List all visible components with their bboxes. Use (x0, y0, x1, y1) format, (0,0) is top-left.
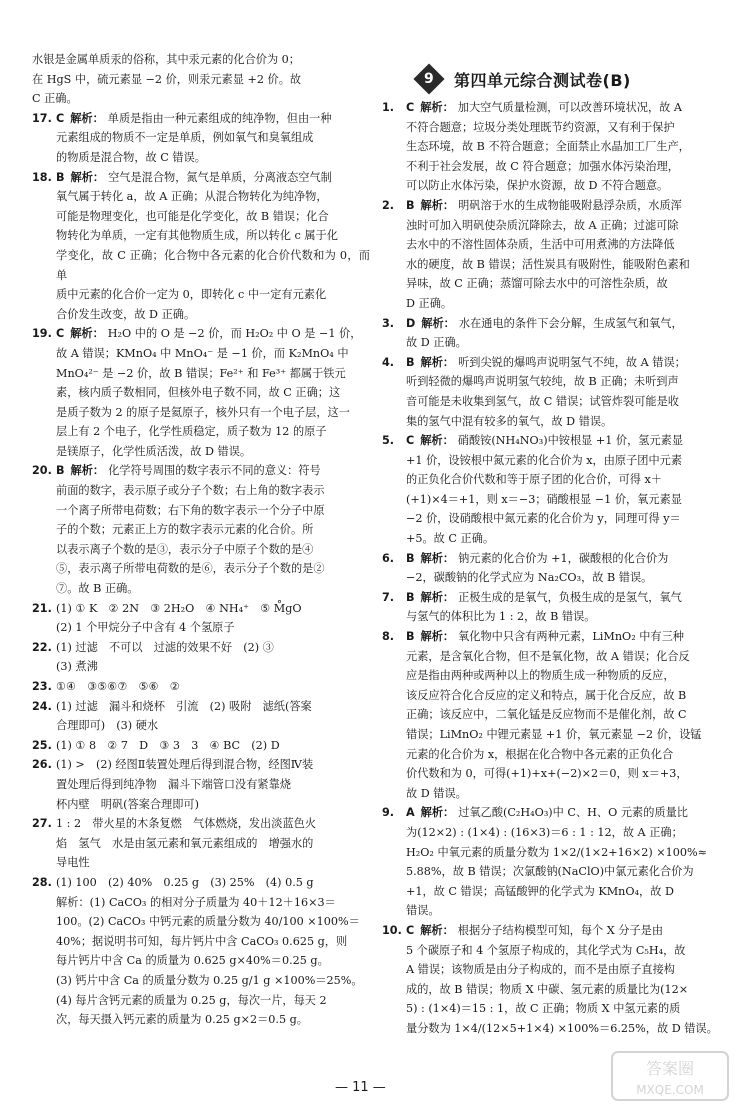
item-text: −2，碳酸钠的化学式应为 Na₂CO₃，故 B 错误。 (406, 571, 653, 585)
item-line (56, 599, 370, 619)
item-body (56, 109, 370, 168)
item-number: 6. (382, 551, 395, 565)
item-line (56, 991, 370, 1011)
item-text: 去水中的不溶性固体杂质，生活中可用煮沸的方法降低 (406, 238, 675, 252)
item-text: (1) 过滤 漏斗和烧杯 引流 (2) 吸附 滤纸(答案 (56, 699, 312, 713)
item-line (406, 745, 722, 765)
item-text: 100。(2) CaCO₃ 中钙元素的质量分数为 40/100 ×100%＝ (56, 915, 360, 929)
item-text: 钠元素的化合价为 +1，碳酸根的化合价为 (458, 551, 669, 565)
item-text: 应是指由两种或两种以上的物质生成一种物质的反应， (406, 669, 675, 683)
item-number: 28. (32, 875, 52, 889)
item-body (56, 755, 370, 814)
item-line (406, 725, 722, 745)
item-line (406, 255, 722, 275)
item-body (56, 461, 370, 598)
right-column (382, 98, 722, 1039)
item-text: 正确；该反应中，二氧化锰是反应物而不是催化剂，故 C (406, 708, 687, 722)
item-text: 5 个碳原子和 4 个氢原子构成的，其化学式为 C₅H₄，故 (406, 943, 686, 957)
item-line (56, 403, 370, 423)
item-text: 与氢气的体积比为 1 : 2，故 B 错误。 (406, 610, 596, 624)
item-line (406, 666, 722, 686)
answer-item (382, 353, 722, 431)
watermark-logo (610, 1050, 730, 1102)
item-line (56, 540, 370, 560)
item-line (406, 451, 722, 471)
answer-item (32, 677, 370, 697)
item-text: 5) : (1×4)＝15 : 1，故 C 正确；物质 X 中氢元素的质 (406, 1002, 681, 1016)
item-text: 可能是物理变化，也可能是化学变化，故 B 错误；化合 (56, 209, 329, 223)
item-number: 9. (382, 806, 395, 820)
answer-choice: D (406, 316, 416, 330)
item-line (56, 207, 370, 227)
item-body (56, 324, 370, 461)
item-text: 为(12×2) : (1×4) : (16×3)＝6 : 1 : 12，故 A 正确； (406, 825, 683, 839)
answer-item (32, 873, 370, 1030)
answer-item (382, 98, 722, 196)
analysis-tag: 解析： (421, 316, 455, 330)
item-line (406, 647, 722, 667)
item-line (406, 901, 722, 921)
analysis-tag: 解析： (70, 111, 104, 125)
item-number: 5. (382, 434, 395, 448)
item-line (56, 1010, 370, 1030)
item-body (406, 588, 722, 627)
item-text: 层上有 2 个电子，化学性质稳定，质子数为 12 的原子 (56, 425, 327, 439)
item-line (56, 383, 370, 403)
item-text: 加大空气质量检测，可以改善环境状况，故 A (457, 101, 682, 114)
item-line (56, 893, 370, 913)
answer-item (382, 431, 722, 549)
item-text: 不利于社会发展，故 C 符合题意；加强水体污染治理， (406, 159, 679, 173)
section-header (418, 66, 648, 92)
item-text: 前面的数字，表示原子或分子个数；右上角的数字表示 (56, 484, 325, 498)
item-body (406, 431, 722, 549)
analysis-tag: 解析： (420, 355, 455, 369)
item-text: D 正确。 (406, 296, 453, 310)
item-line (406, 216, 722, 236)
item-text: (1) > (2) 经图Ⅱ装置处理后得到混合物，经图Ⅳ装 (56, 758, 314, 772)
item-line (406, 568, 722, 588)
item-number: 21. (32, 601, 52, 615)
item-text: 每片钙片中含 Ca 的质量为 0.625 g×40%＝0.25 g。 (56, 954, 329, 968)
item-number: 1. (382, 101, 395, 114)
item-line (56, 775, 370, 795)
item-body (406, 627, 722, 803)
analysis-tag: 解析： (70, 327, 104, 341)
item-line (56, 697, 370, 717)
section-title: 第四单元综合测试卷(B) (454, 70, 631, 90)
item-text: 听到尖锐的爆鸣声说明氢气不纯，故 A 错误； (458, 355, 686, 369)
intro-line: 水银是金属单质汞的俗称，其中汞元素的化合价为 0； (32, 53, 300, 66)
item-text: 异味，故 C 正确；蒸馏可除去水中的可溶性杂质，故 (406, 277, 668, 291)
item-text: 不符合题意；垃圾分类处理既节约资源，又有利于保护 (406, 120, 675, 134)
answer-item (382, 549, 722, 588)
item-line (56, 148, 370, 168)
item-line (56, 795, 370, 815)
item-text: 浊时可加入明矾使杂质沉降除去，故 A 正确；过滤可除 (406, 218, 679, 232)
item-text: +5。故 C 正确。 (406, 532, 495, 546)
item-line (406, 98, 722, 118)
item-text: (2) 1 个甲烷分子中含有 4 个氢原子 (56, 621, 235, 635)
item-text: 一个离子所带电荷数；右下角的数字表示一个分子中原 (56, 503, 325, 517)
item-text: 置处理后得到纯净物 漏斗下端管口没有紧靠烧 (56, 777, 291, 791)
item-text: (+1)×4＝+1，则 x＝−3；硝酸根显 −1 价，氧元素显 (406, 492, 682, 506)
item-text: H₂O 中的 O 是 −2 价，而 H₂O₂ 中 O 是 −1 价， (107, 327, 362, 341)
item-text: 的正负化合价代数和等于原子团的化合价，可得 x＋ (406, 473, 662, 487)
answer-item (32, 324, 370, 461)
item-line (406, 333, 722, 353)
answer-choice: B (406, 590, 415, 604)
item-line (56, 187, 370, 207)
item-line (56, 755, 370, 775)
answer-item (382, 196, 722, 314)
item-text: 合价发生改变，故 D 正确。 (56, 307, 196, 321)
item-line (406, 118, 722, 138)
item-number: 23. (32, 680, 52, 693)
item-text: 可以防止水体污染，保护水资源，故 D 不符合题意。 (406, 179, 669, 193)
item-line (56, 481, 370, 501)
item-line (56, 971, 370, 991)
item-text: 成的，故 B 错误；物质 X 中碳、氢元素的质量比为(12× (406, 982, 689, 996)
item-line (56, 442, 370, 462)
svg-text:答案圈: 答案圈 (645, 1059, 695, 1078)
item-line (406, 490, 722, 510)
item-text: 5.88%，故 B 错误；次氯酸钠(NaClO)中氯元素化合价为 (406, 865, 694, 879)
answer-choice: C (406, 923, 415, 937)
answer-choice: B (406, 198, 415, 212)
item-line (56, 638, 370, 658)
analysis-tag: 解析： (420, 806, 455, 820)
item-text: 音可能是未收集到氢气，故 C 错误；试管炸裂可能是收 (406, 394, 679, 408)
item-text: 故 D 正确。 (406, 336, 467, 350)
item-line (406, 882, 722, 902)
item-text: 合理即可) (3) 硬水 (56, 719, 159, 733)
item-line (406, 607, 722, 627)
item-text: 根据分子结构模型可知，每个 X 分子是由 (457, 923, 664, 937)
item-text: 1 : 2 带火星的木条复燃 气体燃烧，发出淡蓝色火 (56, 817, 317, 831)
item-text: 导电性 (56, 856, 90, 870)
item-line (406, 431, 722, 451)
item-line (56, 364, 370, 384)
item-line (56, 422, 370, 442)
item-line (406, 392, 722, 412)
item-line (56, 168, 370, 188)
item-text: 元素组成的物质不一定是单质，例如氧气和臭氧组成 (56, 131, 314, 145)
item-text: MnO₄²⁻ 是 −2 价，故 B 错误；Fe²⁺ 和 Fe³⁺ 都属于铁元 (56, 366, 346, 380)
item-text: −2 价，设硝酸根中氮元素的化合价为 y，同理可得 y＝ (406, 512, 681, 526)
item-text: 故 A 错误；KMnO₄ 中 MnO₄⁻ 是 −1 价，而 K₂MnO₄ 中 (56, 346, 349, 360)
item-line (406, 353, 722, 373)
analysis-tag: 解析： (70, 464, 105, 478)
item-line (406, 803, 722, 823)
item-line (56, 814, 370, 834)
intro-line: 在 HgS 中，硫元素显 −2 价，则汞元素显 +2 价。故 (32, 72, 302, 86)
item-line (406, 862, 722, 882)
answer-choice: A (406, 806, 415, 820)
item-body (56, 168, 370, 325)
item-text: (1) ① 8 ② 7 D ③ 3 3 ④ BC (2) D (56, 738, 280, 752)
item-text: 价代数和为 0，可得(+1)+x+(−2)×2＝0，则 x＝+3， (406, 767, 688, 781)
item-body (406, 921, 722, 1039)
analysis-tag: 解析： (420, 434, 454, 448)
item-line (56, 520, 370, 540)
item-line (406, 137, 722, 157)
item-body (406, 196, 722, 314)
item-line (406, 294, 722, 314)
item-line (56, 324, 370, 344)
answer-choice: C (406, 101, 415, 114)
item-text: 明矾溶于水的生成物能吸附悬浮杂质，水质浑 (458, 198, 682, 212)
item-line (406, 588, 722, 608)
item-number: 24. (32, 699, 52, 713)
item-body (56, 697, 370, 736)
item-text: 学变化，故 C 正确；化合物中各元素的化合价代数和为 0，而单 (56, 248, 370, 282)
item-line (56, 912, 370, 932)
item-line (406, 921, 722, 941)
item-line (56, 657, 370, 677)
item-text: ①④ ③⑤⑥⑦ ⑤⑥ ② (56, 680, 180, 693)
item-number: 10. (382, 923, 402, 937)
item-line (406, 412, 722, 432)
item-line (56, 461, 370, 481)
item-line (406, 764, 722, 784)
answer-item (32, 755, 370, 814)
answer-choice: C (406, 434, 415, 448)
item-number: 17. (32, 111, 52, 125)
item-line (406, 823, 722, 843)
item-number: 20. (32, 464, 52, 478)
item-text: ⑦。故 B 正确。 (56, 582, 139, 596)
item-text: (4) 每片含钙元素的质量为 0.25 g，每次一片，每天 2 (56, 993, 327, 1007)
answer-item (32, 814, 370, 873)
item-text: 以表示离子个数的是③，表示分子中原子个数的是④ (56, 542, 314, 556)
analysis-tag: 解析： (420, 198, 455, 212)
item-line (406, 235, 722, 255)
answer-choice: C (56, 111, 65, 125)
item-body (406, 803, 722, 921)
item-number: 4. (382, 355, 395, 369)
item-line (406, 157, 722, 177)
item-text: H₂O₂ 中氧元素的质量分数为 1×2/(1×2+16×2) ×100%≈ (406, 845, 707, 859)
item-number: 18. (32, 170, 52, 184)
item-text: 量分数为 1×4/(12×5+1×4) ×100%＝6.25%，故 D 错误。 (406, 1021, 718, 1035)
item-text: (1) 过滤 不可以 过滤的效果不好 (2) ③ (56, 640, 274, 654)
item-line (56, 736, 370, 756)
item-text: 是质子数为 2 的原子是氦原子，核外只有一个电子层，这一 (56, 405, 350, 419)
analysis-tag: 解析： (420, 630, 455, 644)
answer-item (382, 588, 722, 627)
item-line (56, 559, 370, 579)
item-line (406, 509, 722, 529)
item-text: 子的个数；元素正上方的数字表示元素的化合价。所 (56, 523, 314, 537)
item-number: 7. (382, 590, 395, 604)
item-text: 氧化物中只含有两种元素，LiMnO₂ 中有三种 (458, 630, 684, 644)
item-text: 单质是指由一种元素组成的纯净物，但由一种 (107, 111, 332, 125)
item-text: 错误；LiMnO₂ 中锂元素显 +1 价，氧元素显 −2 价，设锰 (406, 728, 702, 741)
item-text: 是镁原子，化学性质活泼，故 D 错误。 (56, 444, 252, 458)
item-number: 26. (32, 758, 52, 772)
item-text: 水在通电的条件下会分解，生成氢气和氧气， (458, 316, 683, 330)
svg-text:MXQE.COM: MXQE.COM (636, 1083, 704, 1097)
item-text: 杯内壁 明矾(答案合理即可) (56, 797, 199, 811)
answer-item (32, 168, 370, 325)
answer-choice: B (56, 464, 65, 478)
page-number: — 11 — (335, 1080, 386, 1095)
item-number: 25. (32, 738, 52, 752)
answer-item (32, 638, 370, 677)
item-text: 素，核内质子数相同，但核外电子数不同，故 C 正确；这 (56, 386, 341, 400)
item-text: ⑤，表示离子所带电荷数的是⑥，表示分子个数的是② (56, 562, 325, 576)
item-number: 19. (32, 327, 52, 341)
answer-item (382, 921, 722, 1039)
item-line (56, 226, 370, 246)
answer-choice: C (56, 327, 65, 341)
item-number: 2. (382, 198, 395, 212)
item-line (406, 960, 722, 980)
item-line (406, 1019, 722, 1039)
item-text: 解析：(1) CaCO₃ 的相对分子质量为 40＋12＋16×3＝ (56, 895, 336, 909)
answer-item (382, 627, 722, 803)
item-text: 次，每天摄入钙元素的质量为 0.25 g×2＝0.5 g。 (56, 1013, 308, 1027)
item-text: 空气是混合物，氮气是单质，分离液态空气制 (108, 170, 332, 184)
item-number: 27. (32, 817, 52, 831)
item-text: 正极生成的是氧气，负极生成的是氢气，氧气 (458, 590, 682, 604)
item-body (56, 599, 370, 638)
item-body (56, 873, 370, 1030)
item-line (406, 372, 722, 392)
item-line (56, 128, 370, 148)
item-text: (3) 煮沸 (56, 660, 98, 674)
item-text: (1) 100 (2) 40% 0.25 g (3) 25% (4) 0.5 g (56, 875, 314, 889)
item-text: 质中元素的化合价一定为 0，即转化 c 中一定有元素化 (56, 288, 327, 302)
item-line (56, 873, 370, 893)
item-text: 元素，是含氧化合物，但不是氧化物，故 A 错误；化合反 (406, 649, 690, 663)
item-line (406, 627, 722, 647)
item-line (406, 274, 722, 294)
item-line (406, 196, 722, 216)
item-text: 故 D 错误。 (406, 786, 467, 800)
answer-choice: B (406, 355, 415, 369)
item-text: 过氧乙酸(C₂H₄O₃)中 C、H、O 元素的质量比 (458, 806, 688, 820)
item-text: 水的硬度，故 B 错误；活性炭具有吸附性，能吸附色素和 (406, 257, 690, 271)
item-body (406, 549, 722, 588)
item-line (56, 618, 370, 638)
item-line (56, 109, 370, 129)
answer-item (32, 461, 370, 598)
item-number: 3. (382, 316, 395, 330)
item-body (56, 814, 370, 873)
item-line (56, 246, 370, 285)
item-line (56, 305, 370, 325)
answer-item (382, 803, 722, 921)
item-line (406, 176, 722, 196)
item-line (406, 843, 722, 863)
item-text: 集的氢气中混有较多的氧气，故 D 错误。 (406, 414, 613, 428)
answer-item (382, 314, 722, 353)
item-text: 氧气属于转化 a，故 A 正确；从混合物转化为纯净物， (56, 190, 328, 204)
item-text: +1 价，设铵根中氮元素的化合价为 x，由原子团中元素 (406, 453, 683, 467)
analysis-tag: 解析： (420, 590, 455, 604)
item-text: 物转化为单质，一定有其他物质生成，所以转化 c 属于化 (56, 229, 338, 243)
item-text: 焰 氢气 水是由氢元素和氧元素组成的 增强水的 (56, 836, 314, 850)
item-text: 元素的化合价为 x，根据在化合物中各元素的正负化合 (406, 747, 674, 761)
item-line (406, 470, 722, 490)
item-text: (3) 钙片中含 Ca 的质量分数为 0.25 g/1 g ×100%＝25%。 (56, 973, 363, 987)
left-column (32, 50, 370, 1030)
answer-item (32, 736, 370, 756)
item-line (406, 314, 722, 334)
item-line (406, 999, 722, 1019)
item-text: 硝酸铵(NH₄NO₃)中铵根显 +1 价，氢元素显 (457, 434, 684, 448)
item-line (56, 501, 370, 521)
item-text: 的物质是混合物，故 C 错误。 (56, 150, 206, 164)
item-line (406, 784, 722, 804)
item-body (406, 353, 722, 431)
item-line (56, 344, 370, 364)
item-text: A 错误；该物质是由分子构成的，而不是由原子直接构 (406, 963, 675, 977)
answer-choice: B (406, 551, 415, 565)
item-text: 听到轻微的爆鸣声说明氢气较纯，故 B 正确；未听到声 (406, 375, 679, 389)
item-text: 生态环境，故 B 不符合题意；全面禁止水晶加工厂生产， (406, 140, 690, 154)
item-line (406, 941, 722, 961)
item-line (56, 951, 370, 971)
item-number: 8. (382, 630, 395, 644)
item-line (406, 705, 722, 725)
intro-line: C 正确。 (32, 92, 78, 106)
answer-choice: B (56, 170, 65, 184)
item-line (406, 549, 722, 569)
item-text: 化学符号周围的数字表示不同的意义：符号 (108, 464, 321, 478)
item-line (56, 285, 370, 305)
item-text: +1，故 C 错误；高锰酸钾的化学式为 KMnO₄，故 D (406, 884, 674, 898)
item-line (56, 932, 370, 952)
item-line (406, 686, 722, 706)
item-line (56, 677, 370, 697)
item-number: 22. (32, 640, 52, 654)
item-body (56, 677, 370, 697)
item-line (56, 716, 370, 736)
item-body (406, 314, 722, 353)
item-text: 错误。 (406, 904, 440, 918)
analysis-tag: 解析： (70, 170, 105, 184)
item-line (56, 853, 370, 873)
section-number-badge: 9 (413, 63, 444, 94)
item-text: 该反应符合化合反应的定义和特点，属于化合反应，故 B (406, 688, 687, 702)
answer-item (32, 697, 370, 736)
item-text: 40%；据说明书可知，每片钙片中含 CaCO₃ 0.625 g，则 (56, 934, 348, 948)
item-line (56, 579, 370, 599)
analysis-tag: 解析： (420, 101, 454, 114)
item-body (406, 98, 722, 196)
item-body (56, 736, 370, 756)
item-line (56, 834, 370, 854)
analysis-tag: 解析： (420, 551, 455, 565)
item-line (406, 980, 722, 1000)
answer-item (32, 599, 370, 638)
analysis-tag: 解析： (420, 923, 454, 937)
answer-choice: B (406, 630, 415, 644)
item-line (406, 529, 722, 549)
answer-item (32, 109, 370, 168)
item-body (56, 638, 370, 677)
item-text: (1) ① K ② 2N ③ 2H₂O ④ NH₄⁺ ⑤ M̊gO (56, 601, 302, 615)
